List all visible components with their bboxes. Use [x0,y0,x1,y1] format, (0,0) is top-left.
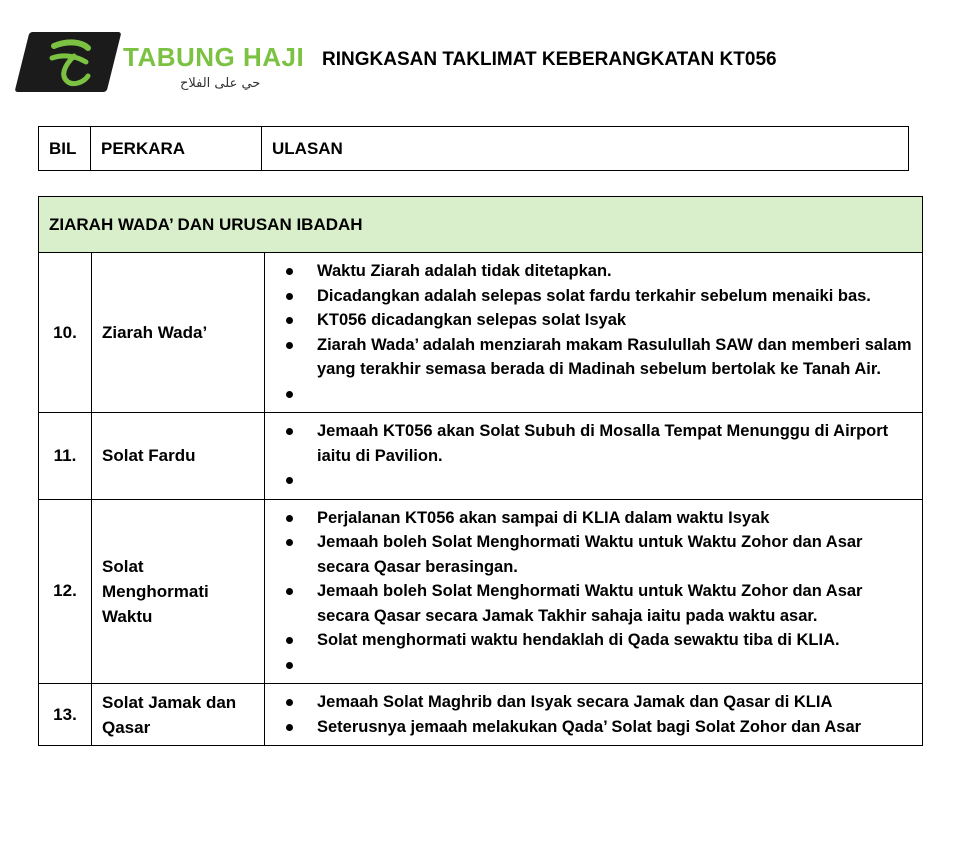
row-item: Solat Jamak dan Qasar [92,684,265,746]
row-description [265,499,923,684]
bullet-item [281,653,914,678]
row-number: 12. [39,499,92,684]
document-title: RINGKASAN TAKLIMAT KEBERANGKATAN KT056 [322,49,777,70]
bullet-item: Solat menghormati waktu hendaklah di Qada sewaktu tiba di KLIA. [281,628,914,653]
content-table [38,196,923,746]
row-item: Solat Fardu [92,413,265,500]
bullet-item [281,382,914,407]
bullet-item: Waktu Ziarah adalah tidak ditetapkan. [281,259,914,284]
brand-arabic-tagline: حي على الفلاح [180,76,261,91]
row-number: 13. [39,684,92,746]
bullet-item: Jemaah boleh Solat Menghormati Waktu untuk Waktu Zohor dan Asar secara Qasar berasingan. [281,530,914,579]
brand-name: TABUNG HAJI [123,42,305,72]
bullet-item: Perjalanan KT056 akan sampai di KLIA dalam waktu Isyak [281,506,914,531]
bullet-list [281,506,914,678]
bullet-list [281,419,914,493]
bullet-item [281,468,914,493]
bullet-item: Seterusnya jemaah melakukan Qada’ Solat bagi Solat Zohor dan Asar [281,715,914,740]
column-header-table [38,126,909,171]
row-number: 10. [39,253,92,413]
bullet-list [281,259,914,406]
table-row [39,253,923,413]
row-item: Ziarah Wada’ [92,253,265,413]
section-title: ZIARAH WADA’ DAN URUSAN IBADAH [39,197,923,253]
table-row [39,684,923,746]
column-header-perkara: PERKARA [91,127,262,171]
table-row [39,413,923,500]
row-item: Solat Menghormati Waktu [92,499,265,684]
bullet-item: Jemaah boleh Solat Menghormati Waktu untuk Waktu Zohor dan Asar secara Qasar secara Jamak Takhir sahaja iaitu pada waktu asar. [281,579,914,628]
tabung-haji-logo-icon [34,32,104,88]
bullet-item: Jemaah Solat Maghrib dan Isyak secara Jamak dan Qasar di KLIA [281,690,914,715]
table-row [39,499,923,684]
document-header [20,28,920,103]
bullet-item: Jemaah KT056 akan Solat Subuh di Mosalla Tempat Menunggu di Airport iaitu di Pavilion. [281,419,914,468]
column-header-bil: BIL [39,127,91,171]
row-number: 11. [39,413,92,500]
row-description [265,253,923,413]
section-header-row [39,197,923,253]
bullet-list [281,690,914,739]
row-description [265,684,923,746]
column-header-ulasan: ULASAN [262,127,909,171]
bullet-item: Ziarah Wada’ adalah menziarah makam Rasulullah SAW dan memberi salam yang terakhir semasa berada di Madinah sebelum bertolak ke Tanah Air. [281,333,914,382]
bullet-item: KT056 dicadangkan selepas solat Isyak [281,308,914,333]
row-description [265,413,923,500]
bullet-item: Dicadangkan adalah selepas solat fardu terkahir sebelum menaiki bas. [281,284,914,309]
